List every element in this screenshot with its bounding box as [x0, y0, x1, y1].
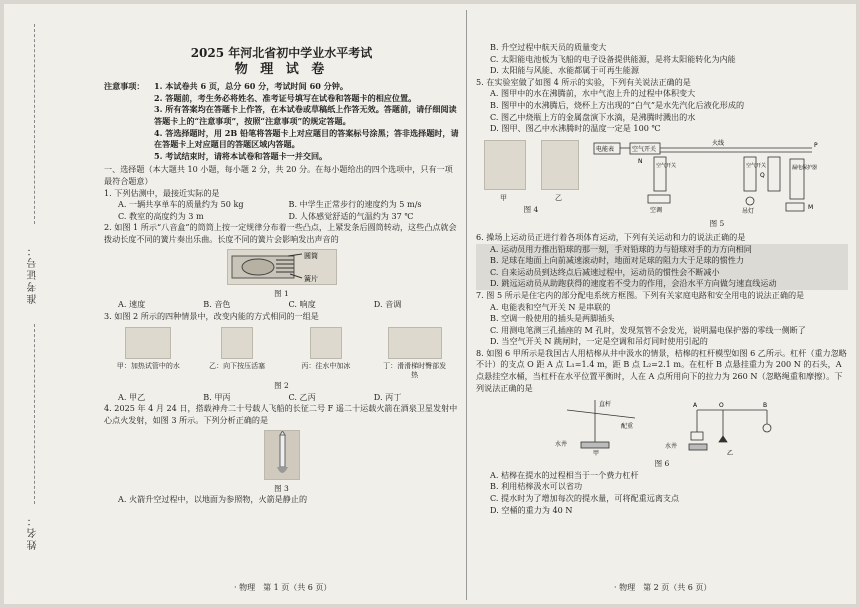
notice-item: 2. 答题前，考生务必将姓名、准考证号填写在试卷和答题卡的相应位置。 [154, 92, 417, 103]
fig2-image [388, 327, 442, 359]
q6-option-c: C. 自来运动员到达终点后减速过程中，运动员的惯性会不断减小 [490, 266, 720, 277]
q8-option-b: B. 利用桔槔汲水可以省功 [490, 481, 583, 492]
fig5-label-p: P [814, 141, 818, 149]
q7-option-c: C. 用测电笔测三孔插座的 M 孔时，发现氖管不会发光，说明漏电保护器的零线一侧断了 [490, 324, 806, 335]
fig4-flask-image [541, 140, 579, 190]
fig2-image [125, 327, 171, 359]
q3-stem: 3. 如图 2 所示的四种情景中，改变内能的方式相同的一组是 [104, 310, 319, 321]
figure-3-rocket [264, 430, 300, 480]
q6-option-b: B. 足球在地面上向前减速滚动时，地面对足球的阻力大于足球的惯性力 [490, 255, 744, 266]
fig2-panel-jia [116, 324, 180, 380]
q1-options-row [104, 211, 459, 223]
fig5-label-m: M [808, 203, 814, 211]
fig5-label-q: Q [760, 171, 765, 179]
q7-option-a: A. 电能表和空气开关 N 是串联的 [490, 301, 611, 312]
figure-6-caption: 图 6 [654, 459, 670, 469]
name-label: 姓名： [28, 514, 39, 550]
figures-4-5-row [476, 137, 848, 230]
q4-option-c: C. 太阳能电池板为飞船的电子设备提供能源，是将太阳能转化为内能 [490, 53, 736, 64]
q5-option-c: C. 图乙中烧瓶上方的金属盘演下水滴，是沸腾时溅出的水 [490, 111, 696, 122]
q5-option-d: D. 图甲、图乙中水沸腾时的温度一定是 100 ℃ [490, 123, 661, 134]
fig6-label-counterweight: 配重 [621, 423, 634, 431]
fig5-label-rcd: 漏电保护器 [792, 164, 818, 171]
fig1-label-reed: 簧片 [303, 274, 318, 283]
q7-option-b: B. 空调一般使用的插头是两脚插头 [490, 313, 615, 324]
q2-options-row [104, 299, 459, 311]
q3-option-b: B. 甲丙 [203, 391, 231, 402]
fig2-image [221, 327, 253, 359]
page-footer-right-text: · 物理 第 2 页（共 6 页） [614, 583, 712, 592]
q4-option-d: D. 太阳能与风能、水能都属于可再生能源 [490, 65, 639, 76]
binding-margin [4, 4, 66, 604]
q6-options-highlight [476, 244, 848, 290]
music-box-drawing [228, 250, 336, 284]
q4-stem: 4. 2025 年 4 月 24 日，搭载神舟二十号载人飞船的长征二号 F 遥二十运载火箭在酒泉卫星发射中心点火发射，如图 3 所示。下列分析正确的是 [104, 403, 458, 426]
fig5-label-breaker-lamp: 空气开关 [746, 162, 767, 169]
circuit-diagram [592, 137, 842, 215]
q5-stem: 5. 在实验室做了如图 4 所示的实验，下列有关说法正确的是 [476, 76, 691, 87]
section-heading: 一、选择题（本大题共 10 小题，每小题 2 分，共 20 分。在每小题给出的四个选项中，只有一项最符合题意） [104, 164, 453, 186]
figure-6 [476, 396, 848, 456]
q8-stem: 8. 如图 6 甲所示是我国古人用桔槔从井中汲水的情景，桔槔的杠杆模型如图 6 乙所示。杠杆（重力忽略不计）的支点 O 距 A 点 L₁=1.4 m，距 B 点 L₂=2.1 m。在杠杆 B 点悬挂重力为 200 N 的石头，A 点悬挂空水桶，当杠杆在水平位置平衡时，人在 A 点所用向下的拉力为 260 N（忽略绳重和摩擦）。下列说法正确的是 [476, 347, 847, 393]
q1-stem: 1. 下列估测中，最接近实际的是 [104, 187, 220, 198]
fig6-label-well-b: 水井 [665, 443, 678, 451]
fig6-label-well-a: 水井 [555, 441, 568, 449]
q4-option-a: A. 火箭升空过程中，以地面为参照物，火箭是静止的 [118, 494, 308, 505]
figure-5 [592, 137, 842, 230]
seal-line [34, 24, 36, 224]
q2-option-b: B. 音色 [203, 299, 231, 310]
fig2-label: 甲：加热试管中的水 [116, 362, 180, 371]
fig4-label-jia: 甲 [500, 193, 507, 202]
fig5-label-lamp: 吊灯 [742, 207, 755, 215]
fig1-label-cylinder: 圆筒 [303, 251, 318, 260]
q2-option-d: D. 音调 [373, 299, 402, 310]
q1-option-b: B. 中学生正常步行的速度约为 5 m/s [288, 199, 422, 210]
right-column [476, 42, 848, 516]
fig2-image [310, 327, 342, 359]
fig2-label: 乙：向下按压活塞 [209, 362, 266, 371]
fig5-label-live: 火线 [712, 139, 725, 147]
q1-option-d: D. 人体感觉舒适的气温约为 37 ℃ [288, 210, 414, 221]
rocket-drawing [265, 431, 299, 479]
fig2-panel-yi [205, 324, 269, 380]
left-column [104, 4, 459, 506]
column-divider [466, 10, 467, 600]
q8-option-c: C. 提水时为了增加每次的提水量，可将配重远离支点 [490, 493, 680, 504]
page-footer-left: · 物理 第 1 页（共 6 页） [234, 583, 332, 592]
exam-number-label: 准考证号： [28, 244, 39, 304]
lever-diagram [547, 396, 777, 456]
q7-option-d: D. 当空气开关 N 跳闸时，一定是空调和吊灯同时使用引起的 [490, 336, 708, 347]
figure-5-caption: 图 5 [709, 219, 725, 229]
q6-option-d: D. 跳远运动员从助跑获得的速度若不受力的作用，会沿水平方向做匀速直线运动 [490, 278, 777, 289]
fig4-label-yi: 乙 [555, 193, 562, 202]
fig6-label-jia: 甲 [593, 450, 600, 457]
figure-1-caption: 图 1 [274, 288, 289, 298]
fig4-beaker-image [484, 140, 526, 190]
q6-stem: 6. 操场上运动员正进行着各项体育运动，下列有关运动和力的说法正确的是 [476, 231, 746, 242]
fig5-label-breaker: 空气开关 [632, 145, 657, 153]
q6-option-a: A. 运动员用力推出铅球的那一刻，手对铅球的力与铅球对手的力方向相同 [490, 243, 752, 254]
q1-option-c: C. 教室的高度约为 3 m [118, 210, 204, 221]
q8-option-d: D. 空桶的重力为 40 N [490, 504, 573, 515]
fig6-label-a: A [693, 402, 698, 410]
q3-option-a: A. 甲乙 [118, 391, 146, 402]
fig2-panel-bing [294, 324, 358, 380]
q1-options-row [104, 199, 459, 211]
notice-item: 3. 所有答案均在答题卡上作答，在本试卷或草稿纸上作答无效。答题前，请仔细阅读答题卡上的“注意事项”，按照“注意事项”的规定答题。 [154, 104, 457, 126]
figure-2-caption: 图 2 [274, 381, 289, 391]
fig2-label: 丙：往水中加冰 [301, 362, 351, 371]
fig6-label-yi: 乙 [727, 450, 734, 457]
q5-option-b: B. 图甲中的水沸腾后，烧杯上方出现的“白气”是水先汽化后液化形成的 [490, 99, 745, 110]
exam-sheet [4, 4, 856, 604]
figure-2-row [104, 324, 459, 380]
notices-label: 注意事项： [104, 81, 145, 92]
fig2-label: 丁：滑滑梯时臀部发热 [383, 362, 447, 380]
fig5-label-n: N [638, 157, 643, 165]
q4-option-b: B. 升空过程中航天员的质量变大 [490, 42, 607, 52]
fig5-label-ac: 空调 [650, 206, 663, 214]
figure-3-caption: 图 3 [274, 483, 289, 493]
q8-option-a: A. 桔槔在提水的过程相当于一个费力杠杆 [490, 469, 639, 480]
notice-item: 1. 本试卷共 6 页，总分 60 分，考试时间 60 分钟。 [154, 81, 348, 92]
exam-subtitle: 物 理 试 卷 [234, 61, 329, 77]
q3-options-row [104, 392, 459, 404]
q1-option-a: A. 一辆共享单车的质量约为 50 kg [118, 199, 244, 210]
seal-line [34, 324, 36, 504]
fig6-label-pole: 直杆 [599, 401, 612, 409]
fig2-panel-ding [383, 324, 447, 380]
figure-4-caption: 图 4 [523, 205, 539, 215]
exam-title: 2025 年河北省初中学业水平考试 [190, 46, 373, 60]
figure-4 [476, 137, 586, 216]
notice-item: 5. 考试结束时，请将本试卷和答题卡一并交回。 [154, 150, 328, 161]
fig5-label-breaker-ac: 空气开关 [656, 162, 677, 169]
notice-item: 4. 答选择题时，用 2B 铅笔将答题卡上对应题目的答案标号涂黑；答非选择题时，请在答题卡上对应题目的答题区域内答题。 [154, 127, 459, 150]
q2-option-c: C. 响度 [288, 299, 316, 310]
q2-option-a: A. 速度 [118, 299, 146, 310]
fig5-label-meter: 电能表 [596, 145, 615, 153]
q5-option-a: A. 图甲中的水在沸腾前，水中气泡上升的过程中体积变大 [490, 88, 696, 99]
fig6-label-b: B [763, 402, 768, 410]
q3-option-d: D. 丙丁 [373, 391, 402, 402]
figure-1-music-box [227, 249, 337, 285]
q3-option-c: C. 乙丙 [288, 391, 316, 402]
q7-stem: 7. 图 5 所示是住宅内的部分配电系统方框图。下列有关家庭电路和安全用电的说法正确的是 [476, 289, 805, 300]
notices [104, 81, 459, 162]
fig6-label-o: O [719, 402, 724, 410]
q2-stem: 2. 如图 1 所示“八音盒”的筒筒上按一定规律分布着一些凸点，上紧发条后圆筒转动，这些凸点就会拨动长度不同的簧片奏出乐曲。长度不同的簧片会影响发出声音的 [104, 222, 457, 244]
